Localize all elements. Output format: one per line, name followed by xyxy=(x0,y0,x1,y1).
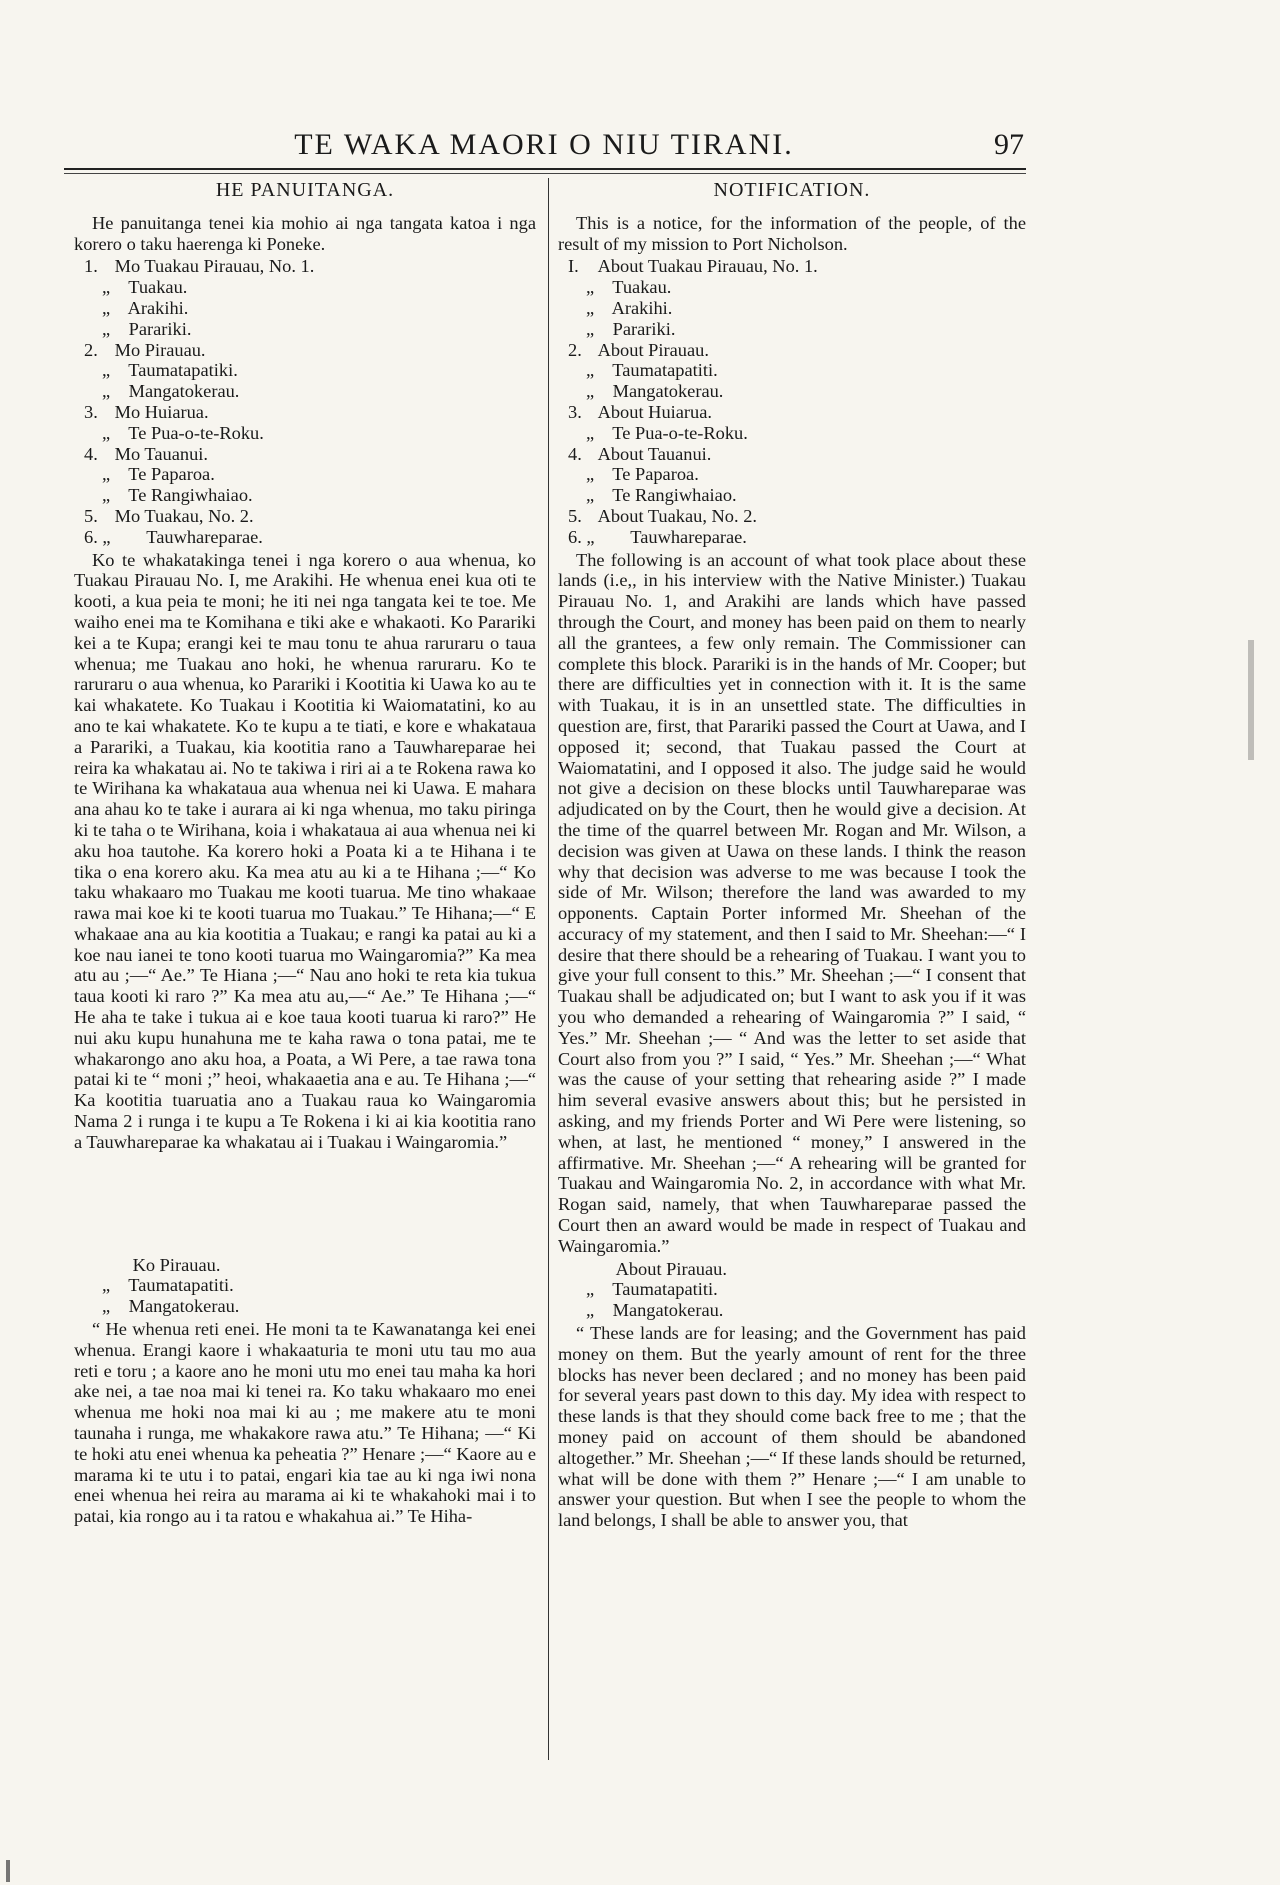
english-land-list-2 xyxy=(558,1259,1026,1321)
list-item-number: 3. xyxy=(84,401,98,422)
list-item-number: 6. „ xyxy=(84,526,111,547)
list-item-text: Taumatapatiki. xyxy=(124,360,238,381)
list-item xyxy=(74,381,536,402)
list-item-number: „ xyxy=(102,297,111,318)
list-item-number: 4. xyxy=(84,443,98,464)
list-item-text: Mangatokerau. xyxy=(608,381,724,402)
list-item xyxy=(74,1296,536,1317)
list-item xyxy=(558,402,1026,423)
list-item xyxy=(558,423,1026,444)
scan-edge-mark xyxy=(1248,640,1254,760)
list-item-number: „ xyxy=(102,485,111,506)
list-item xyxy=(558,506,1026,527)
list-item-text: About Pirauau. xyxy=(612,1258,727,1279)
list-item xyxy=(74,1275,536,1296)
list-item-number: „ xyxy=(586,422,595,443)
list-item-number: „ xyxy=(102,1296,111,1317)
list-item-text: Mangatokerau. xyxy=(608,1300,724,1321)
english-body-2: “ These lands are for leasing; and the Government has paid money on them. But the yearly amount of rent for the three blocks has never been declared ; and no money has been paid for several years past down to this day. My idea with respect to these lands is that they should come back free to me ; that the money paid on account of them should be abandoned altogether.” Mr. Sheehan ;—“ If these lands should be returned, what will be done with them ?” Henare ;—“ I am unable to answer your question. But when I see the people to whom the land belongs, I shall be able to answer you, that xyxy=(558,1323,1026,1531)
list-item xyxy=(558,1279,1026,1300)
list-item-number: 3. xyxy=(568,401,582,422)
list-item-number: 5. xyxy=(568,505,582,526)
list-item-text: Te Pua-o-te-Roku. xyxy=(124,422,264,443)
list-item-text: Mo Tauanui. xyxy=(110,443,208,464)
english-land-list xyxy=(558,256,1026,547)
english-body-1: The following is an account of what took place about these lands (i.e,, in his interview with the Native Minister.) Tuakau Pirauau No. 1, and Arakihi are lands which have passed through the Court, and money has been paid on them to nearly all the grantees, a few only remain. The Commissioner can complete this block. Parariki is in the hands of Mr. Cooper; but there are difficulties yet in connection with it. It is the same with Tuakau, it is in an unsettled state. The difficulties in question are, first, that Parariki passed the Court at Uawa, and I opposed it; second, that Tuakau passed the Court at Waiomatatini, and I opposed it also. The judge said he would not give a decision on these blocks until Tauwhareparae was adjudicated on by the Court, then he would give a decision. At the time of the quarrel between Mr. Rogan and Mr. Wilson, a decision was given at Uawa on these lands. I think the reason why that decision was adverse to me was because I took the side of Mr. Wilson; therefore the land was awarded to my opponents. Captain Porter informed Mr. Sheehan of the accuracy of my statement, and then I said to Mr. Sheehan:—“ I desire that there should be a rehearing of Tuakau. I want you to give your full consent to this.” Mr. Sheehan ;—“ I consent that Tuakau shall be adjudicated on; but I want to ask you if it was you who demanded a rehearing of Waingaromia ?” I said, “ Yes.” Mr. Sheehan ;— “ And was the letter to set aside that Court also from you ?” I said, “ Yes.” Mr. Sheehan ;—“ What was the cause of your setting that rehearing aside ?” I made him several evasive answers about this; but he persisted in asking, and my friends Porter and Wi Pere were listening, so when, at last, he mentioned “ money,” I answered in the affirmative. Mr. Sheehan ;—“ A rehearing will be granted for Tuakau and Waingaromia No. 2, in accordance with what Mr. Rogan said, namely, that when Tauwhareparae passed the Court then an award would be made in respect of Tuakau and Waingaromia.” xyxy=(558,549,1026,1256)
list-item-text: Ko Pirauau. xyxy=(128,1254,221,1275)
list-item-number: „ xyxy=(586,381,595,402)
list-item-number: „ xyxy=(102,277,111,298)
list-item-text: About Huiarua. xyxy=(594,401,712,422)
list-item xyxy=(74,277,536,298)
list-item-text: Te Paparoa. xyxy=(608,464,699,485)
list-item xyxy=(558,464,1026,485)
list-item xyxy=(74,360,536,381)
header-rule xyxy=(64,168,1026,170)
maori-land-list-2 xyxy=(74,1255,536,1317)
list-item-text: Arakihi. xyxy=(608,297,673,318)
list-item-number: „ xyxy=(102,360,111,381)
list-item-number: „ xyxy=(102,1275,111,1296)
column-divider xyxy=(548,178,549,1760)
list-item xyxy=(558,256,1026,277)
list-item-number: 1. xyxy=(84,256,98,277)
list-item-text: Parariki. xyxy=(124,318,192,339)
list-item-text: Tauwhareparae. xyxy=(626,526,747,547)
list-item-number: „ xyxy=(586,1300,595,1321)
list-item-number: „ xyxy=(102,381,111,402)
list-item-number: 2. xyxy=(568,339,582,360)
list-item-number: „ xyxy=(102,464,111,485)
list-item xyxy=(74,423,536,444)
list-item-text: Te Rangiwhaiao. xyxy=(124,485,253,506)
list-item xyxy=(74,506,536,527)
maori-body-2: “ He whenua reti enei. He moni ta te Kawanatanga kei enei whenua. Erangi kaore i whakaaturia te moni utu tau mo aua reti e toru ; a kaore ano he moni utu mo enei tau maha ka hori ake nei, a tae noa mai ki tenei ra. Ko taku whakaaro mo enei whenua me hoki noa mai ki au ; me makere atu te moni taunaha i runga, me whakakore rawa atu.” Te Hihana; —“ Ki te hoki atu enei whenua ka peheatia ?” Henare ;—“ Kaore au e marama ki te utu i to patai, engari kia tae au ki nga iwi nona enei whenua hei reira au marama ai ki te whakahoki mai i to patai, kia rongo au i ta ratou e whakahua ai.” Te Hiha- xyxy=(74,1319,536,1527)
list-item xyxy=(74,402,536,423)
header-rule-thin xyxy=(64,173,1026,174)
maori-land-list xyxy=(74,256,536,547)
list-item-text: Te Pua-o-te-Roku. xyxy=(608,422,748,443)
list-item xyxy=(558,340,1026,361)
newspaper-title: TE WAKA MAORI O NIU TIRANI. xyxy=(294,128,794,161)
list-item-number: „ xyxy=(586,318,595,339)
list-item-text: Tuakau. xyxy=(124,277,188,298)
list-item xyxy=(558,444,1026,465)
list-item xyxy=(74,319,536,340)
list-item xyxy=(558,381,1026,402)
list-item-text: Mangatokerau. xyxy=(124,1296,240,1317)
list-item-number: „ xyxy=(586,1279,595,1300)
page-header xyxy=(64,128,1024,164)
list-item xyxy=(558,360,1026,381)
list-item-text: Parariki. xyxy=(608,318,676,339)
list-item-text: About Tuakau, No. 2. xyxy=(594,505,757,526)
list-item xyxy=(558,1300,1026,1321)
list-item-number: 5. xyxy=(84,505,98,526)
list-item-text: Te Paparoa. xyxy=(124,464,215,485)
list-item xyxy=(74,444,536,465)
list-item-text: Tauwhareparae. xyxy=(142,526,263,547)
list-item-number: 4. xyxy=(568,443,582,464)
list-item-text: Mangatokerau. xyxy=(124,381,240,402)
english-column xyxy=(558,180,1026,1531)
list-item-text: Tuakau. xyxy=(608,277,672,298)
list-item xyxy=(74,464,536,485)
list-item-number: „ xyxy=(586,464,595,485)
list-item xyxy=(74,1255,536,1276)
list-item-text: Taumatapatiti. xyxy=(608,1279,718,1300)
list-item-number: „ xyxy=(102,422,111,443)
page-number: 97 xyxy=(994,128,1024,161)
list-item xyxy=(558,485,1026,506)
list-item-number: „ xyxy=(586,277,595,298)
list-item xyxy=(558,298,1026,319)
list-item xyxy=(74,256,536,277)
list-item-number: 6. „ xyxy=(568,526,595,547)
list-item xyxy=(558,277,1026,298)
maori-intro: He panuitanga tenei kia mohio ai nga tangata katoa i nga korero o taku haerenga ki Poneke. xyxy=(74,212,536,254)
list-item-text: Te Rangiwhaiao. xyxy=(608,485,737,506)
list-item-text: Mo Huiarua. xyxy=(110,401,209,422)
list-item xyxy=(558,527,1026,548)
list-item-number: „ xyxy=(586,485,595,506)
list-item-text: Arakihi. xyxy=(124,297,189,318)
list-item-number: „ xyxy=(586,360,595,381)
list-item-text: Mo Tuakau, No. 2. xyxy=(110,505,254,526)
list-item-number: 2. xyxy=(84,339,98,360)
maori-column xyxy=(74,180,536,1527)
list-item-number: „ xyxy=(102,318,111,339)
list-item-text: Mo Tuakau Pirauau, No. 1. xyxy=(110,256,315,277)
list-item-number: „ xyxy=(586,297,595,318)
list-item-text: Taumatapatiti. xyxy=(124,1275,234,1296)
list-item-number: I. xyxy=(568,256,579,277)
list-item-text: About Tauanui. xyxy=(594,443,712,464)
maori-column-title: HE PANUITANGA. xyxy=(215,179,395,201)
maori-body-1: Ko te whakatakinga tenei i nga korero o aua whenua, ko Tuakau Pirauau No. I, me Arakihi. He whenua enei kua oti te kooti, a kua peia te moni; he iti nei nga tangata kei te toe. Me waiho enei ma te Komihana e tiki ake e whakaoti. Ko Parariki kei a te Kupa; erangi kei te mau tonu te ahua raruraru o taua whenua; me Tuakau ano hoki, he whenua raruraru. Ko te raruraru o aua whenua, ko Parariki i Kootitia ki Uawa ko au te kai whakatete. Ko Tuakau i Kootitia ki Waiomatatini, ko au ano te kai whakatete. Ko te kupu a te tiati, e kore e whakataua a Parariki, a Tuakau, kia kootitia rano a Tauwhareparae hei reira ka whakatau ai. No te takiwa i riri ai a te Rokena rawa ko te Wirihana ka whakataua aua whenua nei ki Uawa. E mahara ana ahau ko te take i aurara ai ki nga whenua, mo taku piringa ki te taha o te Wirihana, koia i whakataua ai aua whenua nei ki aku hoa tautohe. Ka korero hoki a Poata ki a te Hihana i te tika o ena korero aku. Ka mea atu au ki a te Hihana ;—“ Ko taku whakaaro mo Tuakau me kooti tuarua. Me tino whakaae rawa mai koe ki te kooti tuarua mo Tuakau.” Te Hihana;—“ E whakaae ana au kia kootitia a Tuakau; e rangi ka patai au ki a koe nau ianei te tono kooti tuarua mo Waingaromia?” Ka mea atu au ;—“ Ae.” Te Hiana ;—“ Nau ano hoki te reta kia tukua taua kooti ki raro ?” Ka mea atu au,—“ Ae.” Te Hihana ;—“ He aha te take i tukua ai e koe taua kooti tuarua ki raro?” He nui aku kupu hunahuna me te kaha rawa o tona patai, me te whakarongo ano aku hoa, a Poata, a Wi Pere, a tae rawa tona patai ki te “ moni ;” heoi, whakaaetia ana e au. Te Hihana ;—“ Ka kootitia tuaruatia ano a Tuakau raua ko Waingaromia Nama 2 i runga i te kupu a Te Rokena i ki ai kia kootitia rano a Tauwhareparae ka whakatau ai i Tuakau i Waingaromia.” xyxy=(74,549,536,1152)
list-item-text: Taumatapatiti. xyxy=(608,360,718,381)
list-item-text: Mo Pirauau. xyxy=(110,339,206,360)
list-item-text: About Tuakau Pirauau, No. 1. xyxy=(594,256,818,277)
list-item xyxy=(74,485,536,506)
list-item xyxy=(74,340,536,361)
english-intro: This is a notice, for the information of the people, of the result of my mission to Port Nicholson. xyxy=(558,212,1026,254)
scan-corner-mark xyxy=(6,1860,10,1882)
list-item xyxy=(74,298,536,319)
list-item xyxy=(74,527,536,548)
english-column-title: NOTIFICATION. xyxy=(713,179,871,201)
list-item xyxy=(558,1259,1026,1280)
list-item-text: About Pirauau. xyxy=(594,339,709,360)
list-item xyxy=(558,319,1026,340)
